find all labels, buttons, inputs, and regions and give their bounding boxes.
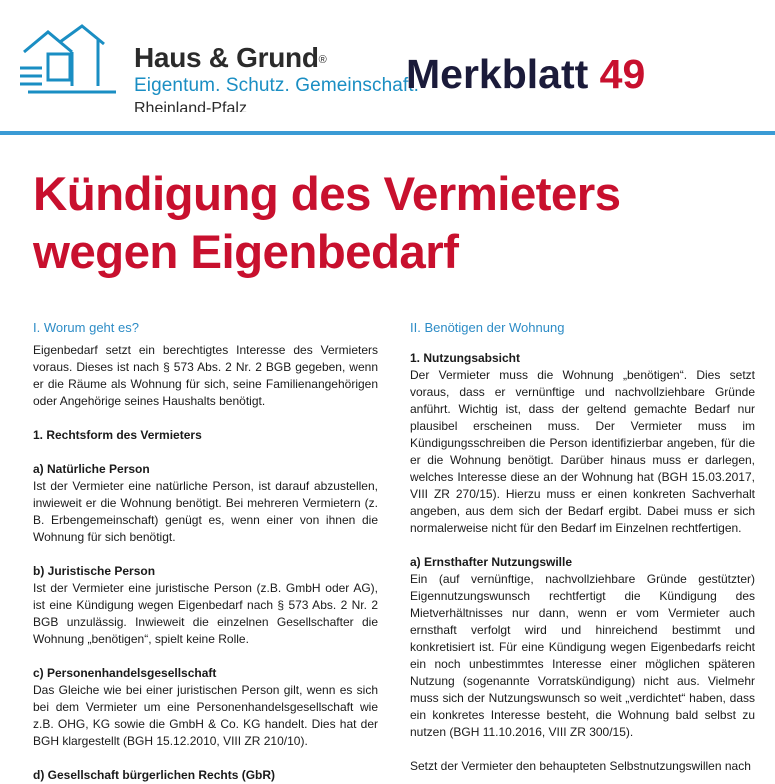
text-nutzungsabsicht: Der Vermieter muss die Wohnung „benötigen“. Dies setzt voraus, dass er vernünftige und nachvollziehbare Gründe anführt. Wichtig ist, dass der geltend gemachte Bedarf nur plausibel erscheinen muss. Der Vermieter muss im Kündigungsschreiben die Person identifizierbar angeben, für die er die Wohnung benötigt. Darüber hinaus muss er darlegen, welches Interesse diese an der Wohnung hat (BGH 15.03.2017, VIII ZR 270/15). Hierzu muss er einen konkreten Sachverhalt angeben, aus dem sich der Bedarf ergibt. Dabei muss er sich normalerweise nicht für den Bedarf im Einzelnen rechtfertigen.	[410, 368, 755, 535]
text-ernsthafter-nutzungswille: Ein (auf vernünftige, nachvollziehbare Gründe gestützter) Eigennutzungswunsch rechtfertigt die Kündigung des Mietverhältnisses nur dann, wenn er vom Vermieter auch ernsthaft verfolgt wird und hinreichend bestimmt und konkretisiert ist. Für eine Kündigung wegen Eigenbedarfs reicht ein noch unbestimmtes Interesse einer möglichen späteren Nutzung (sogenannte Vorratskündigung) nicht aus. Vielmehr muss sich der Nutzungswunsch so weit „verdichtet“ haben, dass ein konkretes Interesse besteht, die Wohnung bald selbst zu nutzen (BGH 11.10.2016, VIII ZR 300/15).	[410, 572, 755, 739]
page-title	[33, 166, 773, 282]
house-logo-icon	[20, 24, 120, 104]
text-continuation: Setzt der Vermieter den behaupteten Selbstnutzungswillen nach	[410, 759, 751, 773]
brand-tagline: Eigentum. Schutz. Gemeinschaft.	[134, 75, 420, 96]
heading-gbr: d) Gesellschaft bürgerlichen Rechts (GbR)	[33, 768, 276, 782]
brand-region: Rheinland-Pfalz	[134, 100, 247, 112]
header-divider	[0, 131, 775, 135]
heading-nutzungsabsicht: 1. Nutzungsabsicht	[410, 351, 521, 365]
page-title-line-1: Kündigung des Vermieters	[33, 168, 621, 221]
registered-mark: ®	[318, 54, 327, 66]
text-natuerliche-person: Ist der Vermieter eine natürliche Person, ist darauf abzustellen, inwieweit er die Wohnung benötigt. Bei mehreren Vermietern (z. B. Erbengemeinschaft) genügt es, wenn einer von ihnen die Wohnung für sich benötigt.	[33, 479, 378, 544]
merkblatt-title	[406, 50, 645, 98]
left-column	[33, 318, 378, 784]
heading-juristische-person: b) Juristische Person	[33, 564, 156, 578]
merkblatt-number: 49	[599, 51, 646, 97]
merkblatt-label: Merkblatt	[406, 51, 589, 97]
heading-rechtsform: 1. Rechtsform des Vermieters	[33, 428, 202, 442]
section-heading-worum: I. Worum geht es?	[33, 320, 139, 335]
section-heading-benoetigen: II. Benötigen der Wohnung	[410, 320, 565, 335]
brand-name: Haus & Grund®	[134, 42, 327, 73]
heading-personenhandelsgesellschaft: c) Personenhandelsgesellschaft	[33, 666, 217, 680]
heading-natuerliche-person: a) Natürliche Person	[33, 462, 150, 476]
brand-block	[134, 42, 419, 112]
page-title-line-2: wegen Eigenbedarf	[33, 226, 459, 279]
heading-ernsthafter-nutzungswille: a) Ernsthafter Nutzungswille	[410, 555, 573, 569]
section-text-worum: Eigenbedarf setzt ein berechtigtes Interesse des Vermieters voraus. Dieses ist nach § 573 Abs. 2 Nr. 2 BGB gegeben, wenn er die Räume als Wohnung für sich, seine Familienangehörigen oder Angehörige seines Haushalts benötigt.	[33, 343, 378, 408]
text-juristische-person: Ist der Vermieter eine juristische Person (z.B. GmbH oder AG), ist eine Kündigung wegen Eigenbedarf nach § 573 Abs. 2 Nr. 2 BGB unzulässig. Inwieweit die einzelnen Gesellschafter die Wohnung „benötigen“, spielt keine Rolle.	[33, 581, 378, 646]
text-personenhandelsgesellschaft: Das Gleiche wie bei einer juristischen Person gilt, wenn es sich bei dem Vermieter um eine Personenhandelsgesellschaft wie z.B. OHG, KG sowie die GmbH & Co. KG handelt. Dies hat der BGH klargestellt (BGH 15.12.2010, VIII ZR 210/10).	[33, 683, 378, 748]
right-column	[410, 318, 755, 775]
